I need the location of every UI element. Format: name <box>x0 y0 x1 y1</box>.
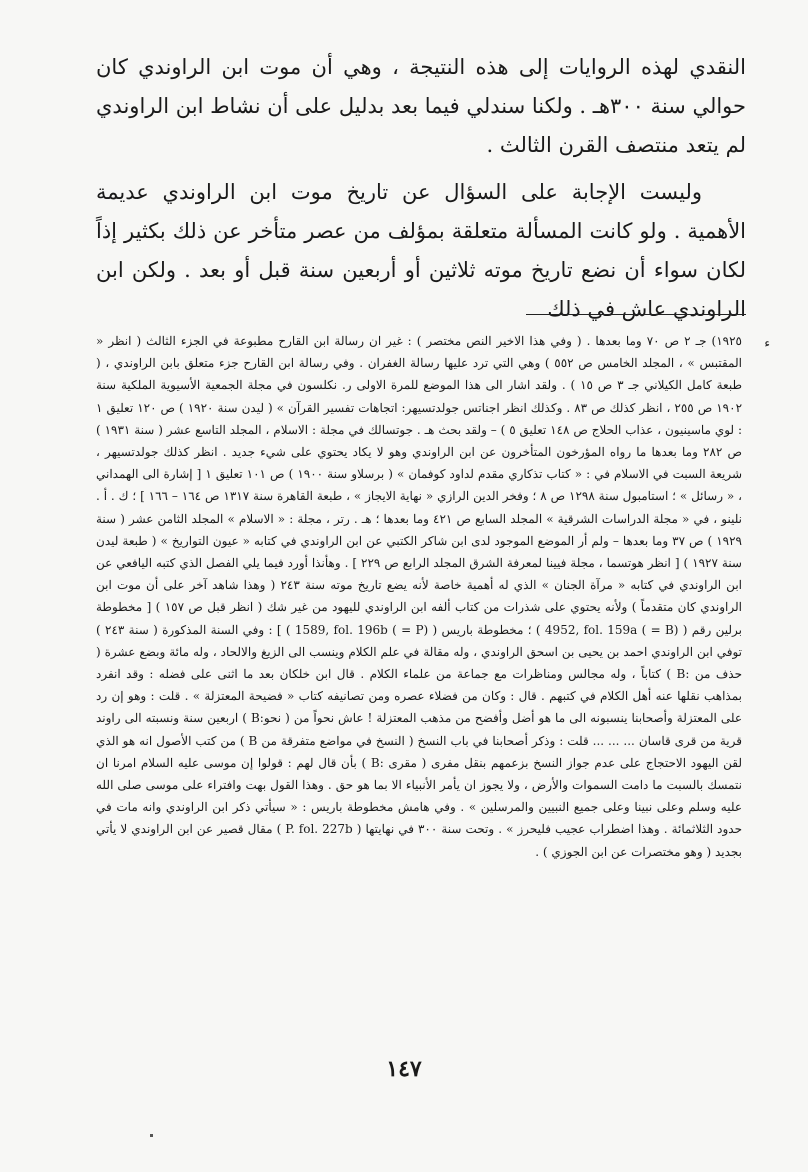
footnote-block <box>96 330 742 863</box>
scan-speck <box>150 1134 153 1137</box>
main-paragraph-2: وليست الإجابة على السؤال عن تاريخ موت ابن الراوندي عديمة الأهمية . ولو كانت المسألة متعلقة بمؤلف من عصر متأخر عن ذلك بكثير إذاً لكان سواء أن نضع تاريخ موته ثلاثين أو أربعين سنة قبل أو بعد . ولكن ابن الراوندي عاش في ذلك <box>96 180 746 321</box>
footnote-separator <box>526 314 746 315</box>
footnote-ref-berlin: 4952, fol. 159a ( = B) <box>544 622 679 637</box>
footnote-text-2: ) ؛ مخطوطة باريس ( <box>428 622 545 637</box>
page-number: ١٤٧ <box>386 1056 422 1082</box>
footnote-ref-paris: 1589, fol. 196b ( = P) <box>294 622 429 637</box>
footnote-paragraph <box>96 330 742 863</box>
footnote-ref-paris-2: P. fol. 227b <box>285 822 353 837</box>
footnote-text-4: ) مقال قصير عن ابن الراوندي لا يأتي بجديد ( وهو مختصرات عن ابن الجوزي ) . <box>96 822 742 859</box>
main-text <box>96 48 746 337</box>
main-paragraph-1: النقدي لهذه الروايات إلى هذه النتيجة ، وهي أن موت ابن الراوندي كان حوالي سنة ٣٠٠هـ . ولكنا سندلي فيما بعد بدليل على أن نشاط ابن الراوندي لم يتعد منتصف القرن الثالث . <box>96 55 747 157</box>
footnote-text-1: ١٩٢٥) جـ ٢ ص ٧٠ وما بعدها . ( وفي هذا الاخير النص مختصر ) : غير ان رسالة ابن القارح مطبوعة في الجزء الثالث ( انظر « المقتبس » ، المجلد الخامس ص ٥٥٢ ) وهي التي ترد عليها رسالة الغفران . وفي رسالة ابن القارح جزء متعلق بابن الراوندي ، ( طبعة كامل الكيلاني جـ ٣ ص ١٥ ) . ولقد اشار الى هذا الموضع للمرة الاولى ر. نكلسون في مجلة الجمعية الأسيوية الملكية سنة ١٩٠٢ ص ٢٥٥ ، انظر كذلك ص ٨٣ . وكذلك انظر اجناتس جولدتسيهر: اتجاهات تفسير القرآن » ( ليدن سنة ١٩٢٠ ) ص ١٢٠ تعليق ١ : لوي ماسينيون ، عذاب الحلاج ص ١٤٨ تعليق ٥ ) – ولقد بحث هـ . جوتسالك في مجلة : الاسلام ، المجلد التاسع عشر ( سنة ١٩٣١ ) ص ٢٨٢ وما بعدها ما رواه المؤرخون المتأخرون عن ابن الراوندي وهو لا يكاد يحتوي على شيء جديد . انظر كذلك جولدتسيهر ، شريعة السبت في الاسلام في : « كتاب تذكاري مقدم لداود كوفمان » ( برسلاو سنة ١٩٠٠ ) ص ١٠١ تعليق ١ [ إشارة الى الهمداني ، « رسائل » ؛ استامبول سنة ١٢٩٨ ص ٨ ؛ وفخر الدين الرازي « نهاية الايجاز » ، طبعة القاهرة سنة ١٣١٧ ص ١٦٤ – ١٦٦ ] ؛ ك . أ . نلينو ، في « مجلة الدراسات الشرقية » المجلد السابع ص ٤٢١ وما بعدها ؛ هـ . رتر ، مجلة : « الاسلام » المجلد الثامن عشر ( سنة ١٩٢٩ ) ص ٣٧ وما بعدها – ولم أر الموضع الموجود لدى ابن شاكر الكتبي عن ابن الراوندي في كتابه « عيون التواريخ » ( طبعة ليدن سنة ١٩٢٧ ) [ انظر هوتسما ، مجلة فيينا لمعرفة الشرق المجلد الرابع ص ٢٢٩ ] . وهأنذا أورد فيما يلي الفصل الذي كتبه اليافعي عن ابن الراوندي في كتابه « مرآة الجنان » الذي له أهمية خاصة لأنه يضع تاريخ موته سنة ٢٤٣ ( وهذا شاهد آخر على أن موت ابن الراوندي كان متقدماً ) ولأنه يحتوي على شذرات من كتاب ألفه ابن الراوندي لليهود من غير شك ( انظر قبل ص ١٥٧ ) [ مخطوطة برلين رقم ( <box>96 334 743 637</box>
footnote-marker: ء <box>764 336 770 350</box>
footnote-text-3: ) ] : وفي السنة المذكورة ( سنة ٢٤٣ ) توفي ابن الراوندي احمد بن يحيى بن اسحق الراوندي ، وله مقالة في علم الكلام وينسب الى الزيغ والالحاد ، وله مائة وبضع عشرة ( حذف من :B ) كتاباً ، وله مجالس ومناظرات مع جماعة من علماء الكلام . قال ابن خلكان بعد ما اثنى على فضله : وقد انفرد بمذاهب نقلها عنه أهل الكلام في كتبهم . قال : وكان من فضلاء عصره ومن تصانيفه كتاب « فضيحة المعتزلة » . قلت : وهو إن رد على المعتزلة وأصحابنا ينسبونه الى ما هو أضل وأفضح من مذهب المعتزلة ! عاش نحواً من ( نحو:B ) اربعين سنة ونسبته الى راوند قرية من قرى قاسان ... ... ... قلت : وذكر أصحابنا في باب النسخ ( النسخ في مواضع متفرقة من B ) من كتب الأصول انه هو الذي لقن اليهود الاحتجاج على عدم جواز النسخ بزعمهم بنقل مفرى ( مقرى :B ) بأن قال لهم : قولوا إن موسى عليه السلام امرنا ان نتمسك بالسبت ما دامت السموات والأرض ، ولا يجوز ان يأمر الأنبياء الا بما هو حق . وهذا القول بهت وافتراء على موسى صلى الله عليه وسلم وعلى نبينا وعلى جميع النبيين والمرسلين » . وفي هامش مخطوطة باريس : « سيأتي ذكر ابن الراوندي وانه مات في حدود الثلاثمائة . وهذا اضطراب عجيب فليحرز » . وتحت سنة ٣٠٠ في نهايتها ( <box>96 622 743 837</box>
